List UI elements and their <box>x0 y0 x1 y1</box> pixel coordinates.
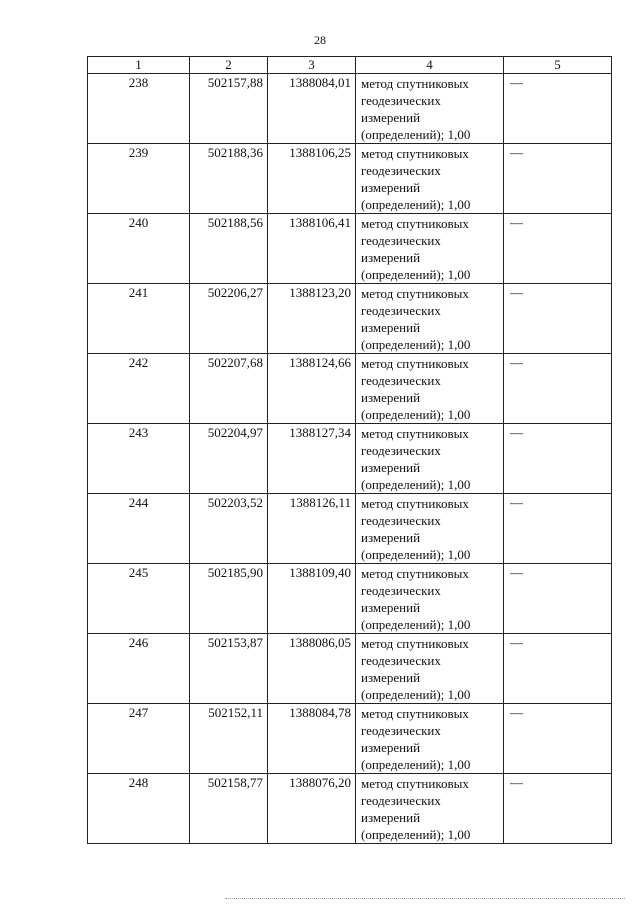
table-row <box>88 144 612 214</box>
description-cell: — <box>504 144 612 214</box>
table-row <box>88 704 612 774</box>
method-cell <box>356 634 504 704</box>
coordinate-y: 1388127,34 <box>268 424 356 494</box>
method-text: геодезических <box>361 163 441 178</box>
coordinate-y: 1388106,25 <box>268 144 356 214</box>
method-cell <box>356 564 504 634</box>
method-cell <box>356 774 504 844</box>
coordinate-y: 1388084,01 <box>268 74 356 144</box>
table-row <box>88 564 612 634</box>
method-text: геодезических <box>361 233 441 248</box>
method-text: (определений); 1,00 <box>361 127 471 142</box>
method-cell <box>356 214 504 284</box>
method-text: (определений); 1,00 <box>361 407 471 422</box>
point-number: 242 <box>88 354 190 424</box>
point-number: 248 <box>88 774 190 844</box>
column-header: 4 <box>356 57 504 74</box>
coordinate-y: 1388086,05 <box>268 634 356 704</box>
description-cell: — <box>504 74 612 144</box>
table-row <box>88 774 612 844</box>
coordinate-x: 502188,56 <box>190 214 268 284</box>
method-text: измерений <box>361 740 421 755</box>
coordinate-x: 502204,97 <box>190 424 268 494</box>
description-cell: — <box>504 424 612 494</box>
coordinate-y: 1388126,11 <box>268 494 356 564</box>
method-text: геодезических <box>361 513 441 528</box>
footer-line <box>225 898 625 902</box>
point-number: 239 <box>88 144 190 214</box>
point-number: 245 <box>88 564 190 634</box>
table-row <box>88 284 612 354</box>
method-text: метод спутниковых <box>361 76 469 91</box>
description-cell: — <box>504 214 612 284</box>
table-row <box>88 214 612 284</box>
coordinate-x: 502207,68 <box>190 354 268 424</box>
point-number: 243 <box>88 424 190 494</box>
method-text: измерений <box>361 180 421 195</box>
method-cell <box>356 354 504 424</box>
point-number: 246 <box>88 634 190 704</box>
method-cell <box>356 704 504 774</box>
method-text: метод спутниковых <box>361 286 469 301</box>
method-text: (определений); 1,00 <box>361 687 471 702</box>
coordinate-y: 1388109,40 <box>268 564 356 634</box>
column-header: 2 <box>190 57 268 74</box>
coordinate-x: 502153,87 <box>190 634 268 704</box>
method-cell <box>356 74 504 144</box>
method-text: геодезических <box>361 303 441 318</box>
description-cell: — <box>504 354 612 424</box>
point-number: 241 <box>88 284 190 354</box>
coordinate-y: 1388123,20 <box>268 284 356 354</box>
description-cell: — <box>504 634 612 704</box>
point-number: 240 <box>88 214 190 284</box>
method-text: метод спутниковых <box>361 706 469 721</box>
coordinate-x: 502157,88 <box>190 74 268 144</box>
method-text: (определений); 1,00 <box>361 337 471 352</box>
table-row <box>88 634 612 704</box>
page-number: 28 <box>314 33 326 47</box>
method-text: метод спутниковых <box>361 566 469 581</box>
description-cell: — <box>504 774 612 844</box>
method-text: метод спутниковых <box>361 636 469 651</box>
coordinate-x: 502158,77 <box>190 774 268 844</box>
method-text: (определений); 1,00 <box>361 617 471 632</box>
method-text: (определений); 1,00 <box>361 827 471 842</box>
description-cell: — <box>504 284 612 354</box>
table-row <box>88 74 612 144</box>
method-text: (определений); 1,00 <box>361 757 471 772</box>
method-text: измерений <box>361 670 421 685</box>
method-text: геодезических <box>361 723 441 738</box>
method-text: метод спутниковых <box>361 496 469 511</box>
method-text: (определений); 1,00 <box>361 547 471 562</box>
point-number: 247 <box>88 704 190 774</box>
table-row <box>88 424 612 494</box>
method-text: измерений <box>361 390 421 405</box>
method-text: (определений); 1,00 <box>361 477 471 492</box>
table-row <box>88 494 612 564</box>
method-text: метод спутниковых <box>361 216 469 231</box>
coordinate-y: 1388076,20 <box>268 774 356 844</box>
coordinate-x: 502203,52 <box>190 494 268 564</box>
table-header-row <box>88 57 612 74</box>
coordinate-y: 1388084,78 <box>268 704 356 774</box>
coordinate-x: 502188,36 <box>190 144 268 214</box>
method-text: метод спутниковых <box>361 146 469 161</box>
method-cell <box>356 494 504 564</box>
method-text: измерений <box>361 320 421 335</box>
column-header: 3 <box>268 57 356 74</box>
method-cell <box>356 424 504 494</box>
method-cell <box>356 284 504 354</box>
coordinate-y: 1388124,66 <box>268 354 356 424</box>
method-text: геодезических <box>361 443 441 458</box>
method-text: измерений <box>361 110 421 125</box>
method-text: метод спутниковых <box>361 426 469 441</box>
method-cell <box>356 144 504 214</box>
method-text: измерений <box>361 600 421 615</box>
description-cell: — <box>504 494 612 564</box>
point-number: 244 <box>88 494 190 564</box>
coordinate-x: 502206,27 <box>190 284 268 354</box>
column-header: 5 <box>504 57 612 74</box>
coordinate-x: 502185,90 <box>190 564 268 634</box>
method-text: метод спутниковых <box>361 776 469 791</box>
method-text: измерений <box>361 530 421 545</box>
method-text: геодезических <box>361 793 441 808</box>
table-row <box>88 354 612 424</box>
method-text: (определений); 1,00 <box>361 197 471 212</box>
method-text: (определений); 1,00 <box>361 267 471 282</box>
description-cell: — <box>504 704 612 774</box>
column-header: 1 <box>88 57 190 74</box>
method-text: геодезических <box>361 373 441 388</box>
coordinate-x: 502152,11 <box>190 704 268 774</box>
method-text: измерений <box>361 250 421 265</box>
point-number: 238 <box>88 74 190 144</box>
coordinates-table <box>87 56 612 844</box>
method-text: измерений <box>361 810 421 825</box>
method-text: измерений <box>361 460 421 475</box>
description-cell: — <box>504 564 612 634</box>
method-text: метод спутниковых <box>361 356 469 371</box>
method-text: геодезических <box>361 93 441 108</box>
method-text: геодезических <box>361 583 441 598</box>
coordinate-y: 1388106,41 <box>268 214 356 284</box>
method-text: геодезических <box>361 653 441 668</box>
